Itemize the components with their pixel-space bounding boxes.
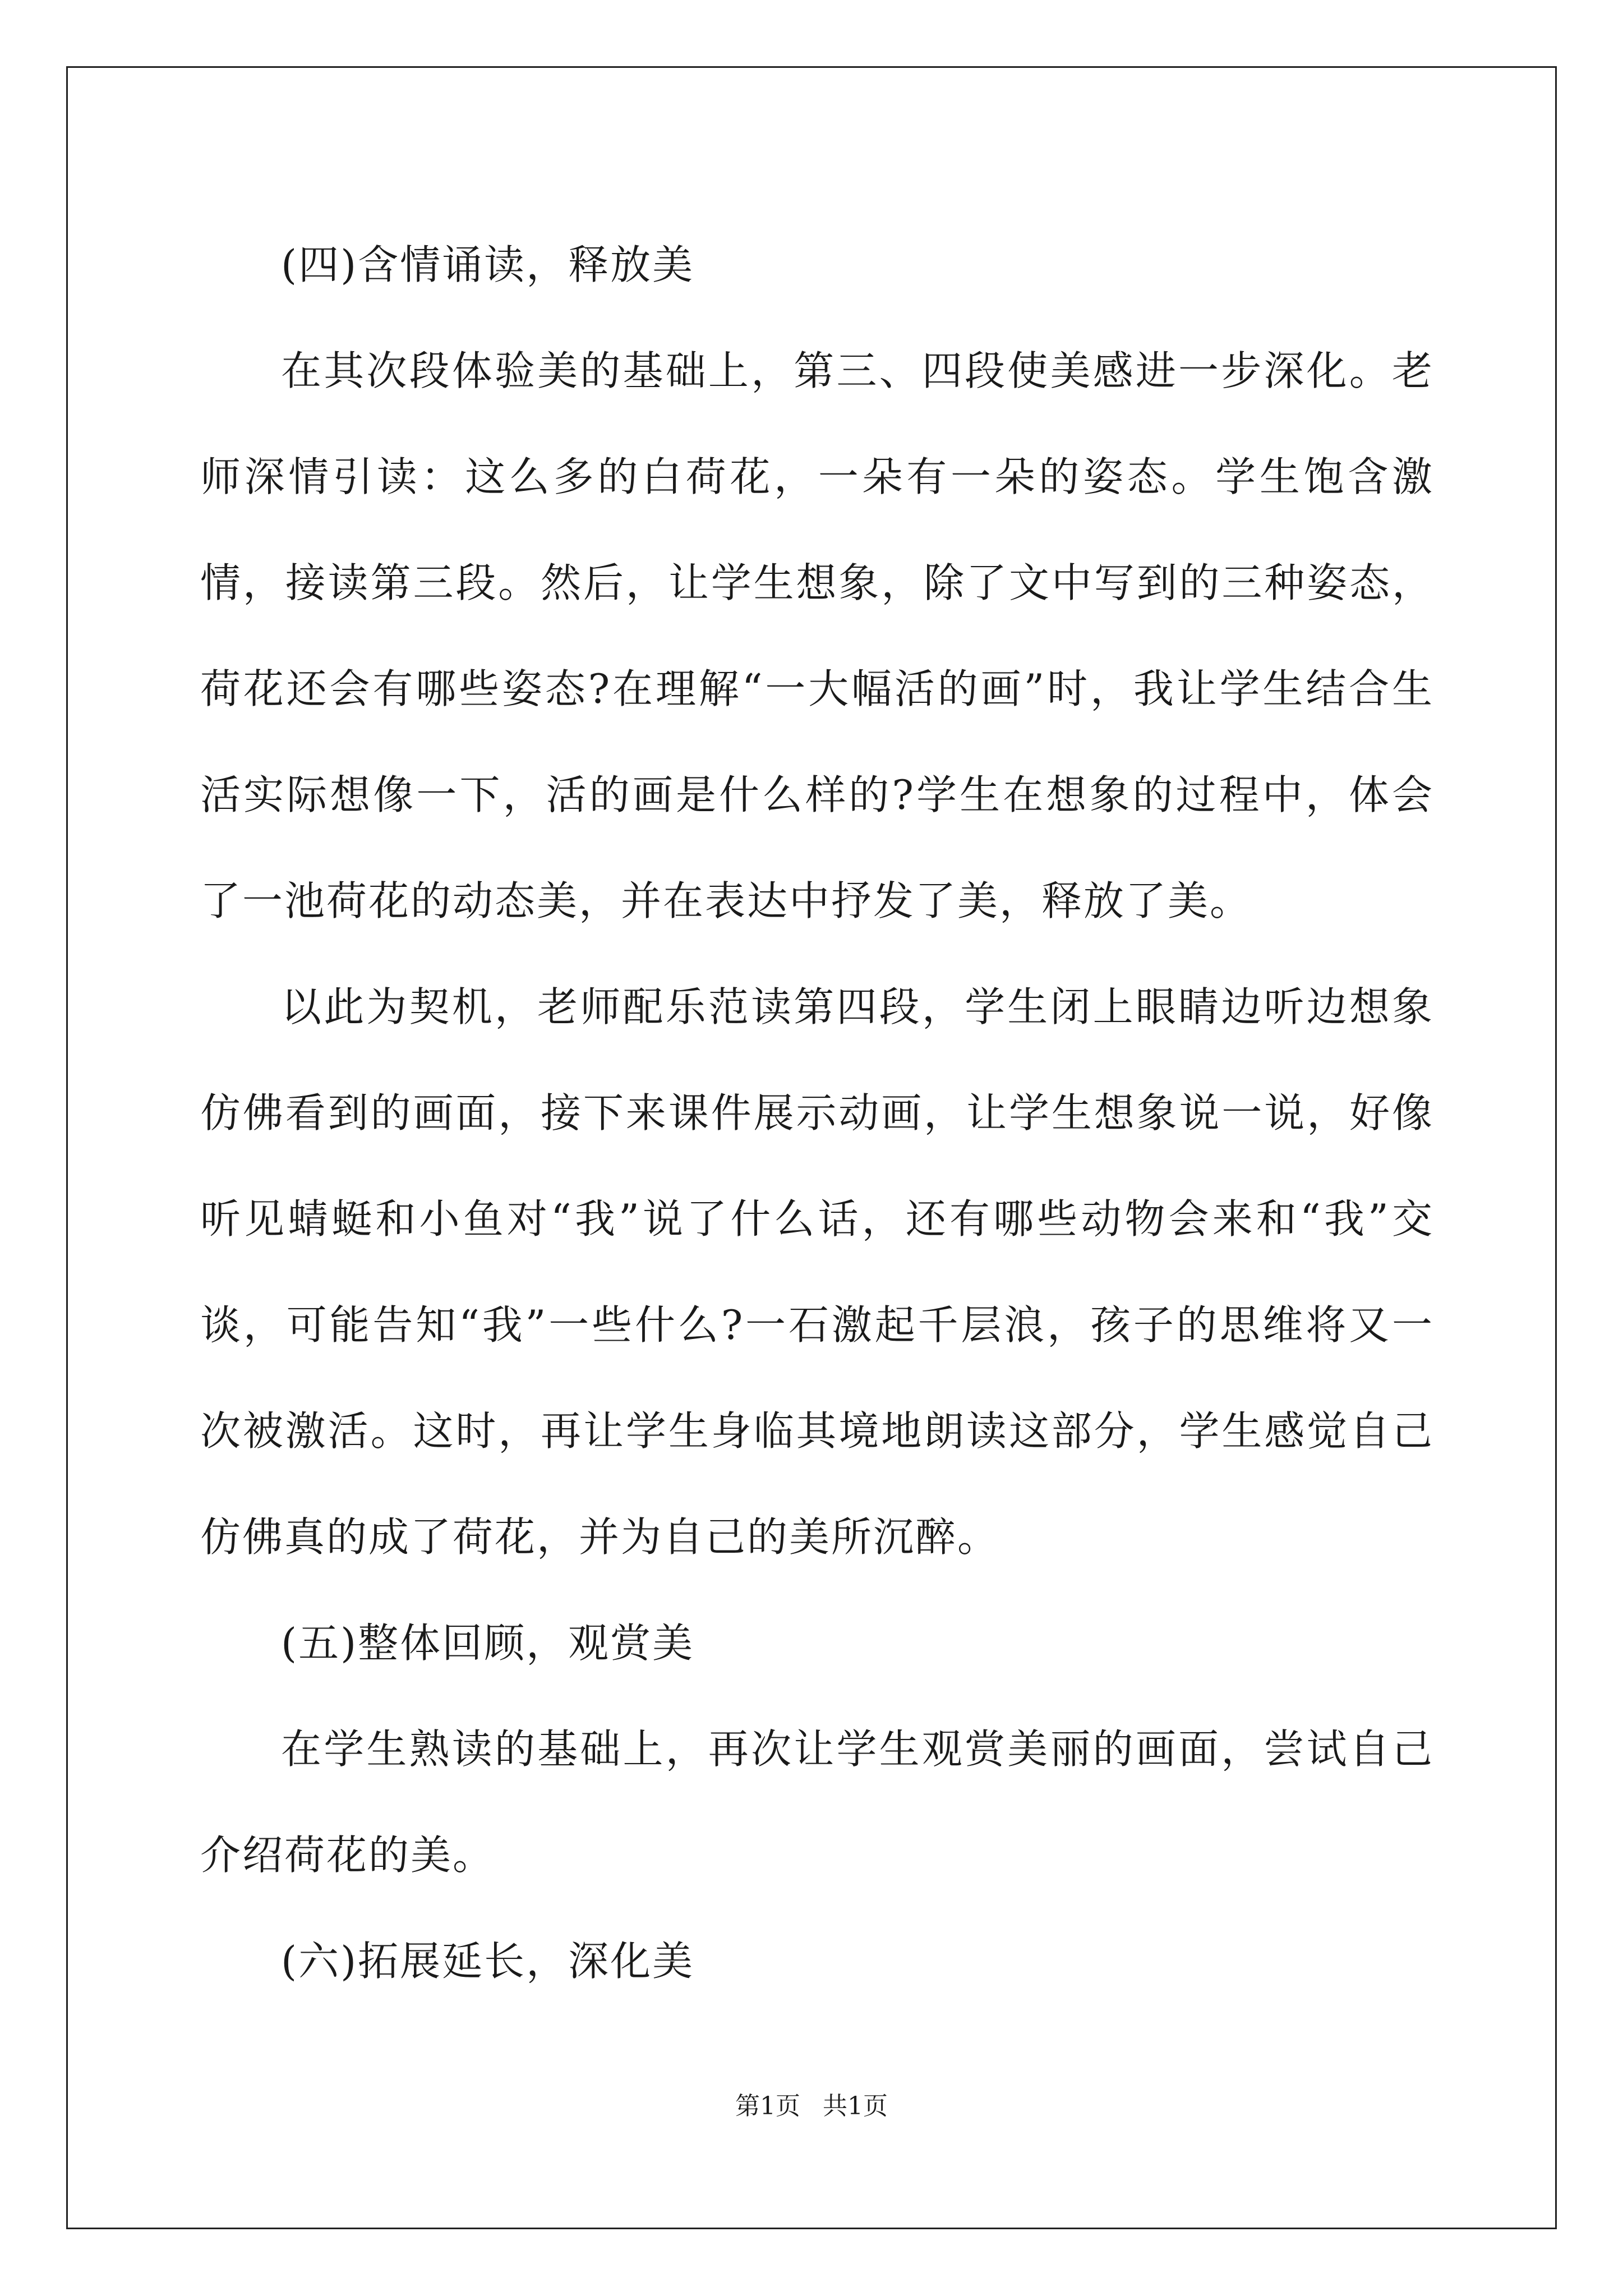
section-heading-5: (五)整体回顾，观赏美 bbox=[281, 1619, 695, 1667]
body-paragraph: 在学生熟读的基础上，再次让学生观赏美丽的画面，尝试自己介绍荷花的美。 bbox=[200, 1726, 1434, 1879]
page-footer bbox=[0, 2086, 1623, 2122]
page-number: 第1页 bbox=[735, 2092, 800, 2120]
section-heading-4: (四)含情诵读，释放美 bbox=[281, 241, 695, 288]
body-paragraph: 以此为契机，老师配乐范读第四段，学生闭上眼睛边听边想象仿佛看到的画面，接下来课件展示动画，让学生想象说一说，好像听见蜻蜓和小鱼对“我”说了什么话，还有哪些动物会来和“我”交谈，可能告知“我”一些什么?一石激起千层浪，孩子的思维将又一次被激活。这时，再让学生身临其境地朗读这部分，学生感觉自己仿佛真的成了荷花，并为自己的美所沉醉。 bbox=[200, 983, 1434, 1561]
document-body bbox=[200, 212, 1434, 2014]
body-paragraph: 在其次段体验美的基础上，第三、四段使美感进一步深化。老师深情引读：这么多的白荷花，一朵有一朵的姿态。学生饱含激情，接读第三段。然后，让学生想象，除了文中写到的三种姿态，荷花还会有哪些姿态?在理解“一大幅活的画”时，我让学生结合生活实际想像一下，活的画是什么样的?学生在想象的过程中，体会了一池荷花的动态美，并在表达中抒发了美，释放了美。 bbox=[200, 347, 1434, 924]
page-total: 共1页 bbox=[823, 2092, 888, 2120]
section-heading-6: (六)拓展延长，深化美 bbox=[281, 1938, 695, 1985]
